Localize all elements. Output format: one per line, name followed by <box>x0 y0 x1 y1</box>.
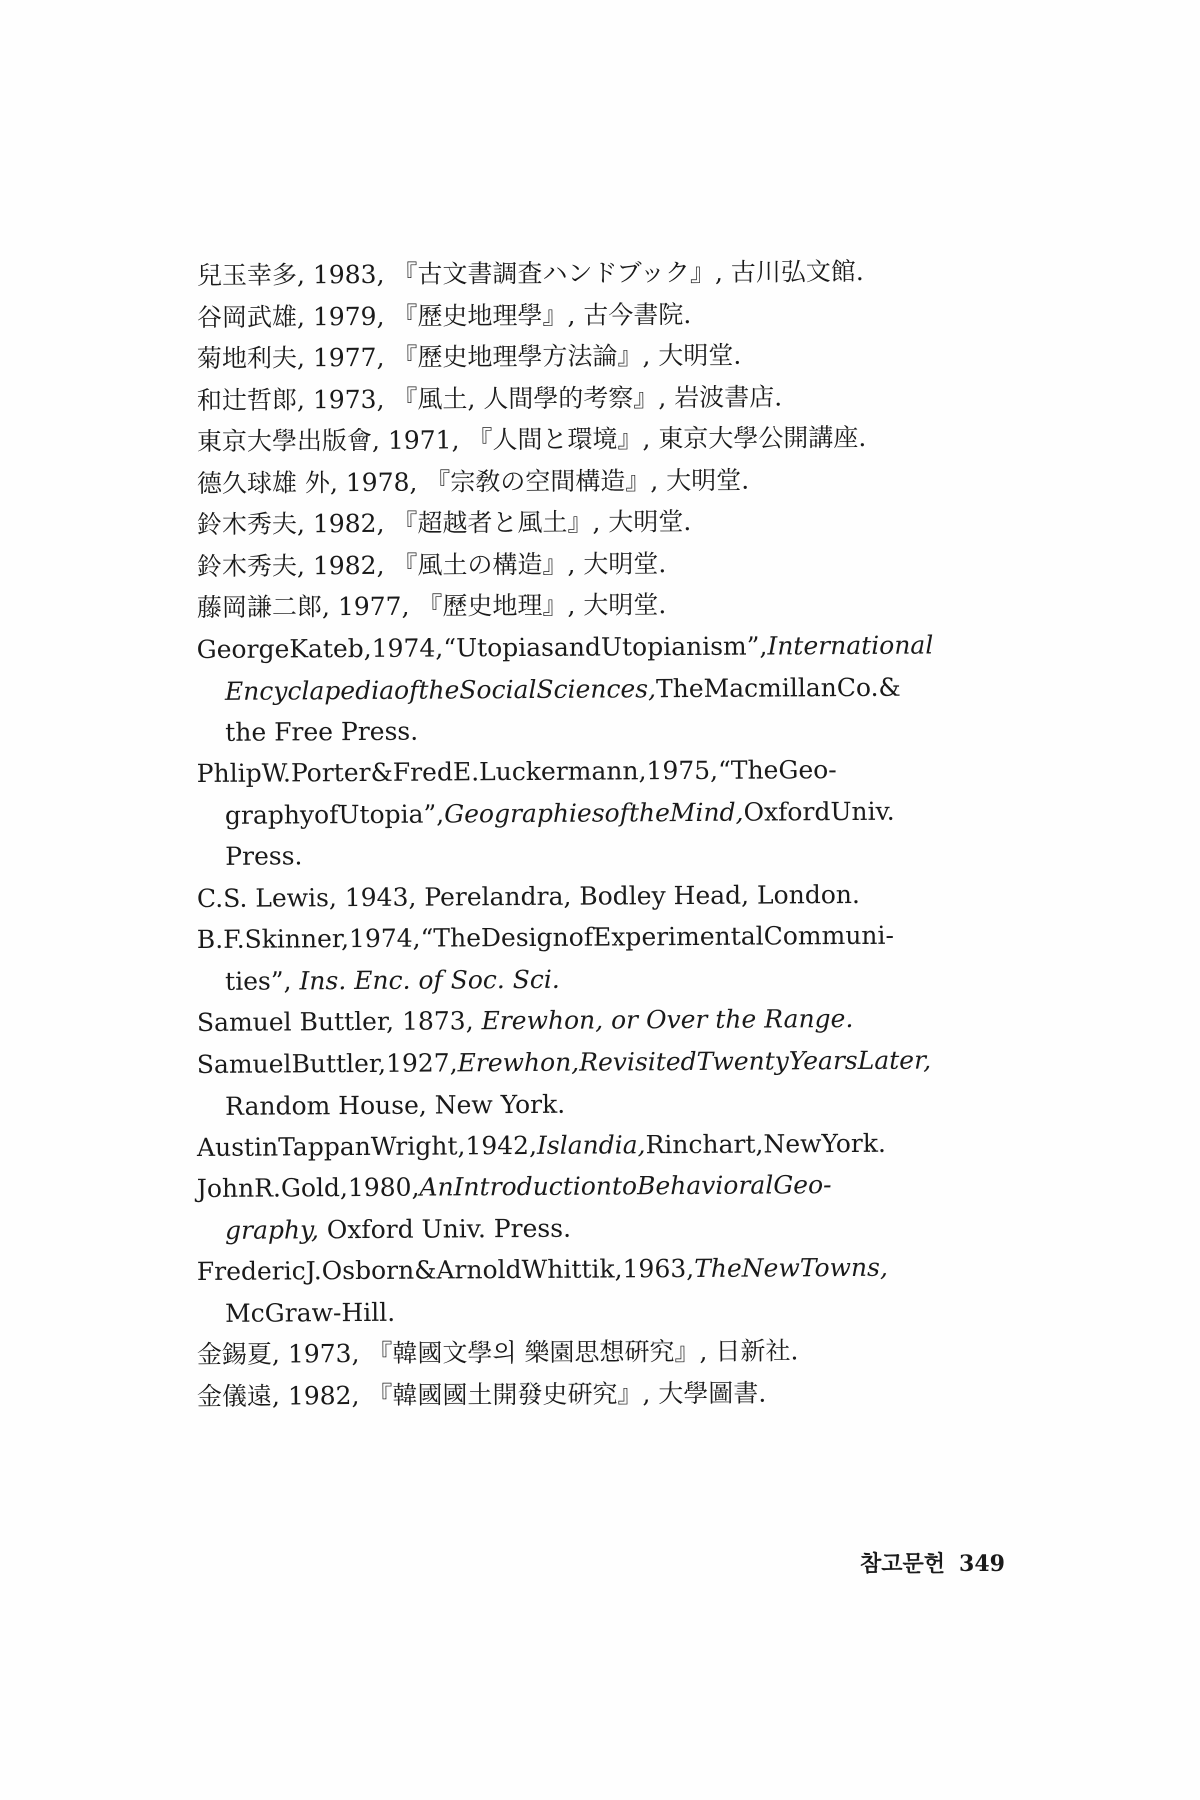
reference-text: Wright, <box>370 1130 466 1161</box>
reference-entry <box>197 374 1027 421</box>
italic-title: Geo- <box>773 1170 832 1200</box>
reference-text: Phlip <box>196 758 262 789</box>
reference-text: New <box>763 1128 822 1159</box>
reference-text: 1963, <box>622 1253 695 1284</box>
reference-entry <box>197 1370 1027 1417</box>
reference-continuation-line <box>197 665 1027 712</box>
reference-line <box>197 1038 1027 1085</box>
reference-text: 金儀遠, 1982, 『韓國國土開發史硏究』, 大學圖書. <box>196 1378 767 1411</box>
reference-text: Oxford <box>743 796 831 827</box>
italic-title: Geographies <box>444 798 605 828</box>
italic-title: Sciences, <box>536 673 657 703</box>
reference-line <box>197 1121 1027 1168</box>
reference-text: and <box>553 632 602 662</box>
reference-continuation-line <box>197 955 1027 1002</box>
reference-entry <box>197 582 1027 629</box>
reference-text: Kateb, <box>289 633 372 663</box>
reference-text: 菊地利夫, 1977, 『歷史地理學方法論』, 大明堂. <box>196 340 742 373</box>
reference-text: 東京大學出版會, 1971, 『人間と環境』, 東京大學公開講座. <box>196 422 867 456</box>
italic-title: Later, <box>857 1045 932 1075</box>
italic-title: Ins. Enc. of Soc. Sci. <box>299 964 560 995</box>
reference-line <box>197 540 1027 587</box>
reference-line <box>197 1370 1027 1417</box>
reference-entry <box>197 250 1027 297</box>
reference-text: J. <box>305 1256 322 1286</box>
reference-entry <box>197 540 1027 587</box>
reference-entry <box>197 457 1027 504</box>
italic-title: Erewhon, <box>457 1047 580 1077</box>
reference-text: of <box>568 922 594 952</box>
reference-text: The <box>655 672 704 703</box>
italic-title: The <box>694 1253 742 1283</box>
reference-text: Random House, New York. <box>225 1088 566 1120</box>
reference-text: 1975, <box>646 755 719 786</box>
italic-title: Islandia, <box>536 1129 646 1160</box>
italic-title: Towns, <box>799 1252 888 1283</box>
reference-text: McGraw-Hill. <box>225 1297 396 1328</box>
reference-text: E. <box>452 757 480 787</box>
reference-line <box>197 914 1027 961</box>
reference-text: 1927, <box>385 1047 458 1078</box>
reference-line <box>197 582 1027 629</box>
italic-title: Encyclapedia <box>224 674 395 705</box>
reference-text: W. <box>261 758 292 788</box>
reference-text: Samuel <box>196 1048 292 1079</box>
italic-title: Twenty <box>696 1045 789 1076</box>
reference-text: Samuel Buttler, 1873, <box>196 1006 482 1037</box>
reference-entry <box>197 291 1027 338</box>
reference-text: 鈴木秀夫, 1982, 『風土の構造』, 大明堂. <box>196 548 667 581</box>
reference-text: of <box>314 799 339 829</box>
reference-entry <box>197 914 1027 1002</box>
reference-line <box>197 1246 1027 1293</box>
reference-line <box>197 499 1027 546</box>
italic-title: graphy, <box>225 1214 319 1245</box>
reference-entry <box>197 1163 1027 1251</box>
reference-text: Whittik, <box>521 1254 623 1285</box>
page-number: 349 <box>959 1551 1005 1577</box>
reference-text: Fred <box>392 757 454 787</box>
reference-continuation-line <box>197 1080 1027 1127</box>
reference-text: George <box>196 633 290 664</box>
reference-text: 1974, <box>348 923 421 954</box>
reference-text: Skinner, <box>244 924 350 954</box>
reference-text: Frederic <box>196 1256 306 1287</box>
reference-text: Oxford Univ. Press. <box>318 1213 572 1244</box>
reference-text: “Utopias <box>443 632 555 662</box>
reference-line <box>197 416 1027 463</box>
italic-title: Introduction <box>453 1171 613 1202</box>
italic-title: New <box>741 1253 800 1283</box>
reference-text: R. <box>254 1173 282 1203</box>
reference-text: C.S. Lewis, 1943, Perelandra, Bodley Head, London. <box>196 879 860 913</box>
italic-title: An <box>419 1172 454 1202</box>
italic-title: Erewhon, or Over the Range. <box>481 1003 854 1036</box>
reference-line <box>197 872 1027 919</box>
reference-text: Buttler, <box>291 1048 387 1078</box>
reference-text: Utopianism”, <box>600 631 768 662</box>
reference-line <box>197 623 1027 670</box>
reference-text: 金錫夏, 1973, 『韓國文學의 樂園思想硏究』, 日新社. <box>196 1336 799 1369</box>
reference-text: graphy <box>224 799 315 830</box>
reference-text: Design <box>480 922 569 953</box>
reference-text: Macmillan <box>703 672 837 702</box>
reference-line <box>197 250 1027 297</box>
italic-title: International <box>767 630 934 661</box>
reference-text: & <box>370 757 393 787</box>
reference-line <box>197 457 1027 504</box>
italic-title: Revisited <box>579 1046 697 1077</box>
reference-text: B.F. <box>196 924 245 955</box>
reference-text: Univ. <box>830 796 895 826</box>
reference-text: 和辻哲郞, 1973, 『風土, 人間學的考察』, 岩波書店. <box>196 381 783 415</box>
reference-text: Austin <box>196 1132 279 1162</box>
reference-text: Co. <box>836 671 879 702</box>
reference-line <box>197 1329 1027 1376</box>
reference-text: 鈴木秀夫, 1982, 『超越者と風土』, 大明堂. <box>196 506 692 539</box>
reference-text: Porter <box>290 757 371 788</box>
reference-entry <box>197 1329 1027 1376</box>
italic-title: Years <box>788 1045 858 1075</box>
italic-title: the <box>418 674 460 704</box>
reference-text: Tappan <box>278 1131 371 1162</box>
reference-text: 1980, <box>347 1172 420 1203</box>
reference-text: ties”, <box>225 965 300 996</box>
page-footer <box>860 1547 1005 1578</box>
reference-entry <box>197 499 1027 546</box>
reference-continuation-line <box>197 706 1027 753</box>
reference-line <box>197 291 1027 338</box>
italic-title: to <box>611 1171 638 1201</box>
reference-line <box>197 748 1027 795</box>
italic-title: of <box>393 674 419 704</box>
reference-entry <box>197 333 1027 380</box>
reference-entry <box>197 1121 1027 1168</box>
reference-entry <box>197 416 1027 463</box>
reference-text: 1974, <box>371 632 444 663</box>
reference-text: “The <box>420 923 482 953</box>
reference-continuation-line <box>197 1287 1027 1334</box>
reference-text: John <box>196 1173 255 1204</box>
reference-text: Luckermann, <box>479 756 647 787</box>
reference-entry <box>197 623 1028 753</box>
italic-title: Mind, <box>669 797 744 827</box>
reference-text: 兒玉幸多, 1983, 『古文書調査ハンドブック』, 古川弘文館. <box>196 256 864 290</box>
reference-text: 谷岡武雄, 1979, 『歷史地理學』, 古今書院. <box>196 299 692 332</box>
reference-entry <box>197 872 1027 919</box>
reference-text: Arnold <box>436 1255 522 1285</box>
reference-entry <box>197 1246 1027 1334</box>
reference-text: Rinchart, <box>645 1129 764 1159</box>
italic-title: Social <box>459 673 537 704</box>
reference-text: Utopia”, <box>338 798 445 829</box>
reference-list <box>197 255 1027 1417</box>
italic-title: of <box>604 797 630 828</box>
reference-text: 1942, <box>465 1130 538 1160</box>
reference-text: Geo- <box>778 755 837 785</box>
reference-text: Osborn <box>321 1255 415 1286</box>
reference-text: Communi- <box>763 920 895 951</box>
reference-line <box>197 1163 1027 1210</box>
reference-text: & <box>878 671 901 701</box>
reference-line <box>197 374 1027 421</box>
reference-entry <box>197 1038 1027 1126</box>
reference-text: York. <box>821 1128 887 1158</box>
reference-continuation-line <box>197 1204 1027 1251</box>
reference-continuation-line <box>197 831 1027 878</box>
reference-entry <box>197 748 1028 878</box>
reference-text: 藤岡謙二郞, 1977, 『歷史地理』, 大明堂. <box>196 590 667 622</box>
reference-text: Gold, <box>280 1173 348 1203</box>
reference-text: 德久球雄 外, 1978, 『宗敎の空間構造』, 大明堂. <box>196 465 750 498</box>
reference-text: Experimental <box>592 921 764 952</box>
reference-text: & <box>414 1255 437 1285</box>
section-label: 참고문헌 <box>860 1551 946 1577</box>
reference-line <box>197 333 1027 380</box>
reference-entry <box>197 997 1027 1044</box>
reference-text: the Free Press. <box>225 716 419 747</box>
reference-text: Press. <box>225 841 303 871</box>
reference-continuation-line <box>197 789 1027 836</box>
italic-title: the <box>628 797 670 827</box>
italic-title: Behavioral <box>636 1170 774 1201</box>
reference-text: “The <box>717 755 779 785</box>
reference-line <box>197 997 1027 1044</box>
